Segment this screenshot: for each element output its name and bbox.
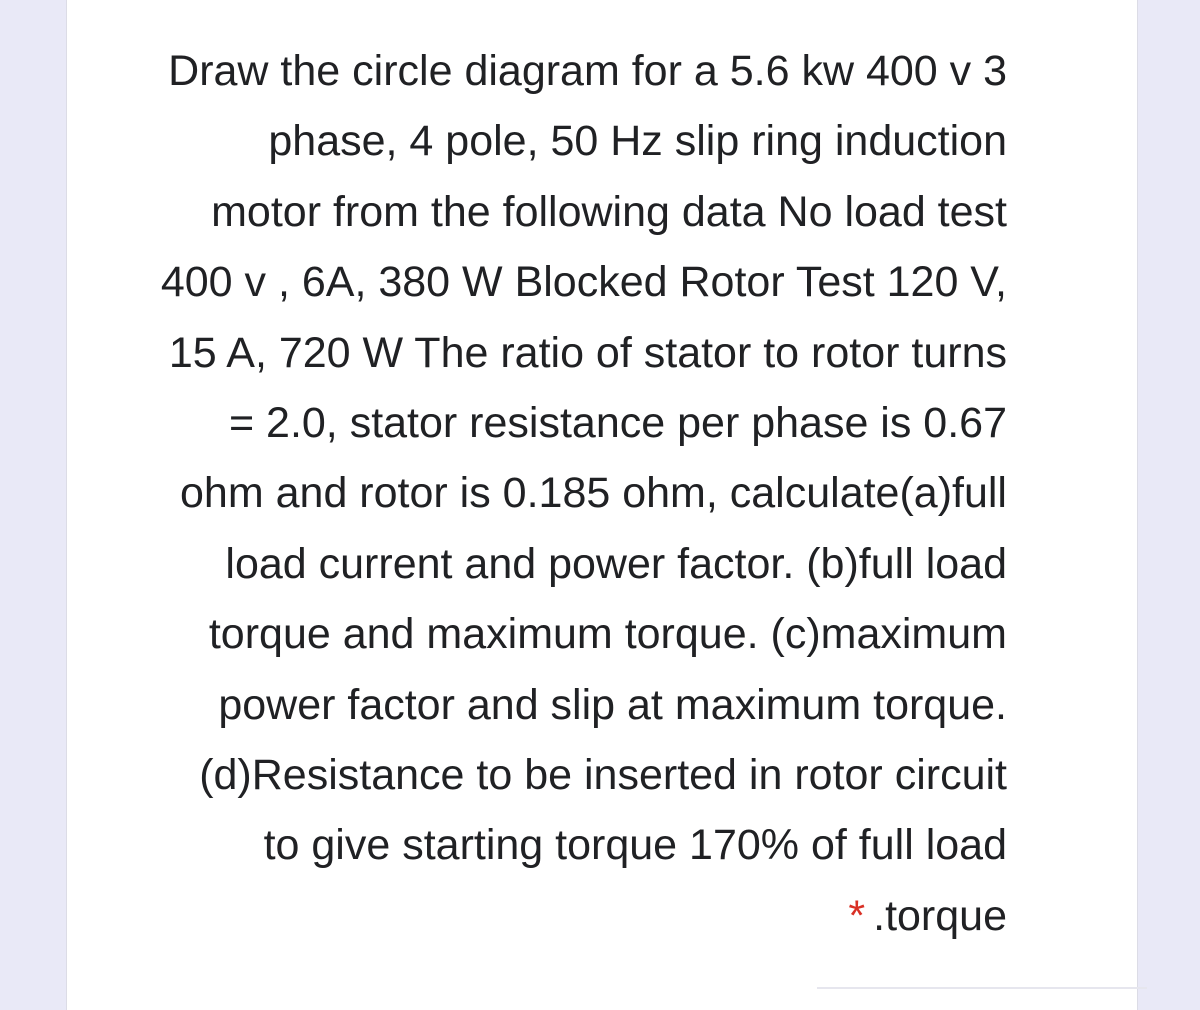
question-line: load current and power factor. (b)full load xyxy=(225,539,1007,588)
question-line: power factor and slip at maximum torque. xyxy=(218,680,1007,729)
question-line: 15 A, 720 W The ratio of stator to rotor turns xyxy=(168,328,1007,377)
question-line: (d)Resistance to be inserted in rotor circuit xyxy=(199,751,1007,800)
question-line: phase, 4 pole, 50 Hz slip ring induction xyxy=(268,117,1007,166)
required-asterisk: * xyxy=(848,891,866,940)
question-line: 400 v , 6A, 380 W Blocked Rotor Test 120 V, xyxy=(160,258,1007,307)
answer-input-underline[interactable] xyxy=(817,987,1147,989)
question-line: Draw the circle diagram for a 5.6 kw 400 v 3 xyxy=(168,47,1007,95)
question-line: ohm and rotor is 0.185 ohm, calculate(a)full xyxy=(180,469,1007,518)
question-text xyxy=(47,36,1007,951)
question-line-end: .torque xyxy=(873,891,1007,940)
question-line: motor from the following data No load test xyxy=(211,187,1007,236)
question-line-last xyxy=(47,881,1007,951)
question-card xyxy=(66,0,1138,1010)
question-line: torque and maximum torque. (c)maximum xyxy=(208,610,1007,659)
question-line: to give starting torque 170% of full load xyxy=(263,821,1007,870)
question-line: = 2.0, stator resistance per phase is 0.67 xyxy=(228,399,1007,448)
